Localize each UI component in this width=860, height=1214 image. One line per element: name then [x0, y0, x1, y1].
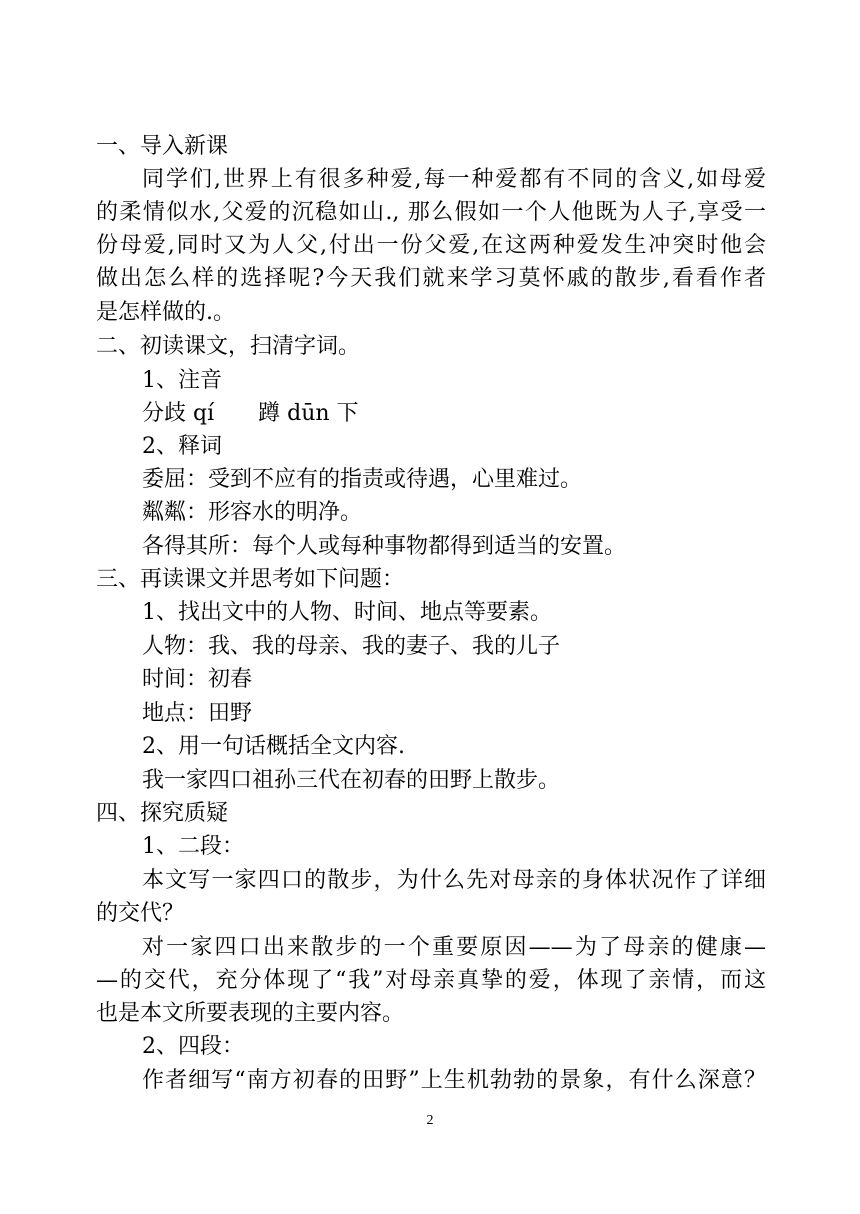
answer-line: 我一家四口祖孙三代在初春的田野上散步。 — [142, 768, 561, 793]
paragraph-line: 同学们,世界上有很多种爱,每一种爱都有不同的含义,如母爱 — [142, 167, 766, 192]
heading-3: 三、再读课文并思考如下问题： — [96, 567, 405, 592]
answer-line: 时间：初春 — [142, 667, 253, 692]
subheading: 1、二段： — [142, 834, 244, 859]
heading-4: 四、探究质疑 — [96, 801, 229, 826]
paragraph-line: 也是本文所要表现的主要内容。 — [96, 1001, 405, 1026]
subheading: 2、用一句话概括全文内容. — [142, 734, 405, 759]
paragraph-line: 的交代？ — [96, 901, 185, 926]
definition-line: 委屈：受到不应有的指责或待遇，心里难过。 — [142, 467, 583, 492]
page-number: 2 — [426, 1113, 434, 1128]
answer-line: 人物：我、我的母亲、我的妻子、我的儿子 — [142, 634, 561, 659]
definition-line: 粼粼：形容水的明净。 — [142, 500, 363, 525]
subheading: 1、注音 — [142, 368, 222, 393]
answer-line: 地点：田野 — [142, 701, 253, 726]
subheading: 2、释词 — [142, 434, 222, 459]
pinyin-line: 分歧 qí 蹲 dūn 下 — [142, 401, 359, 426]
paragraph-line: 是怎样做的.。 — [96, 300, 235, 325]
paragraph-line: 的柔情似水,父爱的沉稳如山., 那么假如一个人他既为人子,享受一 — [96, 200, 766, 225]
subheading: 2、四段： — [142, 1034, 244, 1059]
definition-line: 各得其所：每个人或每种事物都得到适当的安置。 — [142, 534, 627, 559]
paragraph-line: 作者细写“南方初春的田野”上生机勃勃的景象，有什么深意？ — [142, 1068, 766, 1093]
paragraph-line: 本文写一家四口的散步，为什么先对母亲的身体状况作了详细 — [142, 868, 766, 893]
paragraph-line: 份母爱,同时又为人父,付出一份父爱,在这两种爱发生冲突时他会 — [96, 233, 766, 258]
heading-2: 二、初读课文，扫清字词。 — [96, 334, 361, 359]
paragraph-line: —的交代，充分体现了“我”对母亲真挚的爱，体现了亲情，而这 — [96, 968, 766, 993]
heading-1: 一、导入新课 — [96, 134, 229, 159]
subheading: 1、找出文中的人物、时间、地点等要素。 — [142, 600, 552, 625]
paragraph-line: 做出怎么样的选择呢?今天我们就来学习莫怀戚的散步,看看作者 — [96, 266, 766, 291]
paragraph-line: 对一家四口出来散步的一个重要原因——为了母亲的健康— — [142, 935, 766, 960]
